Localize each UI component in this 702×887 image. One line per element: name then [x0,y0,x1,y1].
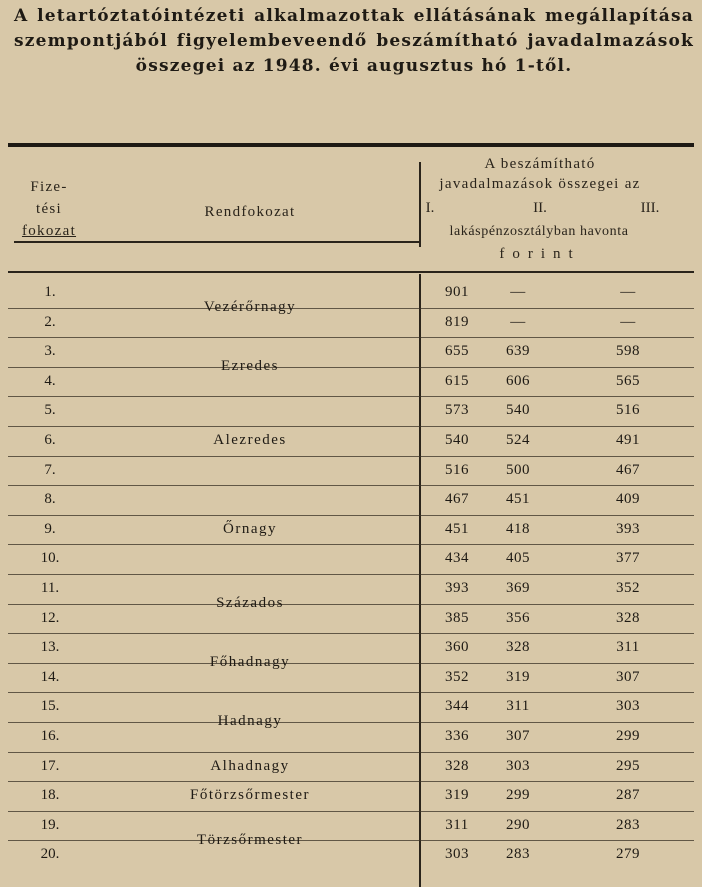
amount-cell: 344 [445,698,469,715]
pay-grade-cell: 17. [40,757,60,774]
amount-cell: 336 [445,728,469,744]
pay-grade-cell: 6. [44,432,56,448]
amount-cell: 360 [445,639,469,656]
column-divider [419,162,421,247]
row-separator [8,426,694,427]
amount-cell: 393 [445,580,469,596]
amount-cell: 615 [445,372,469,389]
header-class-columns [385,200,695,224]
amount-cell: 311 [616,639,640,656]
amount-cell: 303 [445,846,469,863]
header-amounts-line3: lakáspénzosztályban havonta [449,224,629,239]
row-separator [8,752,694,753]
amount-cell: 287 [616,787,640,804]
amount-cell: 328 [616,609,640,626]
amount-cell: 299 [616,728,640,744]
amount-cell: 369 [506,580,530,596]
pay-grade-cell: 7. [44,461,56,478]
pay-grade-cell: 10. [40,550,60,567]
amount-cell: 303 [616,698,640,715]
row-separator [8,692,694,693]
amount-cell: 328 [506,639,530,656]
pay-grade-cell: 4. [44,372,56,389]
amount-cell: 901 [445,284,469,300]
amount-cell: 405 [506,550,530,567]
amount-cell: 491 [616,432,640,448]
pay-grade-cell: 8. [44,491,56,508]
amount-cell: 319 [506,668,530,685]
header-pay-grade-line1: Fize- [30,179,68,195]
row-separator [8,781,694,782]
header-rank: Rendfokozat [204,204,296,220]
rank-cell: Alhadnagy [210,757,290,774]
header-amounts-line1: A beszámítható [484,156,596,172]
amount-cell: — [510,313,526,330]
rank-cell: Alezredes [213,432,287,448]
header-pay-grade [14,176,84,242]
row-separator [8,337,694,338]
header-col-2: II. [533,200,547,216]
pay-grade-cell: 20. [40,846,60,863]
row-separator [8,574,694,575]
amount-cell: 540 [445,432,469,448]
rank-cell: Vezérőrnagy [203,298,297,315]
header-col-3: III. [640,200,660,216]
row-separator [8,485,694,486]
header-amounts-line2: javadalmazások összegei az [439,176,641,192]
rank-cell: Ezredes [221,358,279,374]
amount-cell: 451 [445,520,469,537]
amount-cell: 328 [445,757,469,774]
amount-cell: 418 [506,520,530,537]
amount-cell: — [620,313,636,330]
pay-grade-cell: 16. [40,728,60,744]
document-title: A letartóztatóintézeti alkalmazottak ellátásának megállapítása szempontjából figyelembeveendő beszámítható javadalmazások összegei az 1948. évi augusztus hó 1-től. [14,6,694,76]
amount-cell: 299 [506,787,530,804]
amount-cell: 540 [506,402,530,419]
amount-cell: 303 [506,757,530,774]
rank-cell: Őrnagy [223,520,277,537]
amount-cell: 434 [445,550,469,567]
pay-grade-cell: 5. [44,402,56,419]
amount-cell: 516 [445,461,469,478]
amount-cell: 639 [506,343,530,360]
header-bottom-rule [8,271,694,273]
pay-grade-cell: 1. [44,284,56,300]
row-separator [8,544,694,545]
row-separator [8,396,694,397]
amount-cell: 451 [506,491,530,508]
amount-cell: 655 [445,343,469,360]
amount-cell: 500 [506,461,530,478]
amount-cell: — [510,284,526,300]
amount-cell: 319 [445,787,469,804]
amount-cell: 356 [506,609,530,626]
amount-cell: — [620,284,636,300]
rank-cell: Főtörzsőrmester [190,787,310,804]
pay-grade-cell: 9. [44,520,56,537]
amount-cell: 307 [506,728,530,744]
row-separator [8,515,694,516]
pay-grade-cell: 15. [40,698,60,715]
amount-cell: 573 [445,402,469,419]
amount-cell: 467 [445,491,469,508]
amount-cell: 606 [506,372,530,389]
amount-cell: 393 [616,520,640,537]
rank-cell: Hadnagy [217,713,283,730]
amount-cell: 385 [445,609,469,626]
header-top-rule [8,143,694,147]
header-rank-underline [14,241,420,243]
row-separator [8,633,694,634]
amount-cell: 598 [616,343,640,360]
amount-cell: 409 [616,491,640,508]
rank-cell: Törzsőrmester [196,831,304,848]
amount-cell: 283 [616,816,640,833]
row-separator [8,811,694,812]
amount-cell: 352 [616,580,640,596]
pay-grade-cell: 18. [40,787,60,804]
pay-grade-cell: 12. [40,609,60,626]
header-col-1: I. [425,200,435,216]
rank-cell: Százados [216,594,284,611]
amount-cell: 467 [616,461,640,478]
rank-cell: Főhadnagy [209,654,291,670]
row-separator [8,456,694,457]
header-pay-grade-line2: tési [35,201,63,217]
amount-cell: 524 [506,432,530,448]
header-currency: forint [499,246,581,262]
header-pay-grade-line3: fokozat [21,223,77,239]
pay-grade-cell: 11. [40,580,60,596]
amount-cell: 819 [445,313,469,330]
amount-cell: 565 [616,372,640,389]
amount-cell: 311 [445,816,469,833]
amount-cell: 279 [616,846,640,863]
pay-grade-cell: 3. [44,343,56,360]
amount-cell: 352 [445,668,469,685]
amount-cell: 516 [616,402,640,419]
amount-cell: 283 [506,846,530,863]
amount-cell: 307 [616,668,640,685]
amount-cell: 377 [616,550,640,567]
pay-grade-cell: 14. [40,668,60,685]
amount-cell: 311 [506,698,530,715]
amount-cell: 290 [506,816,530,833]
pay-grade-cell: 19. [40,816,60,833]
amount-cell: 295 [616,757,640,774]
pay-grade-cell: 13. [40,639,60,656]
pay-grade-cell: 2. [44,313,56,330]
